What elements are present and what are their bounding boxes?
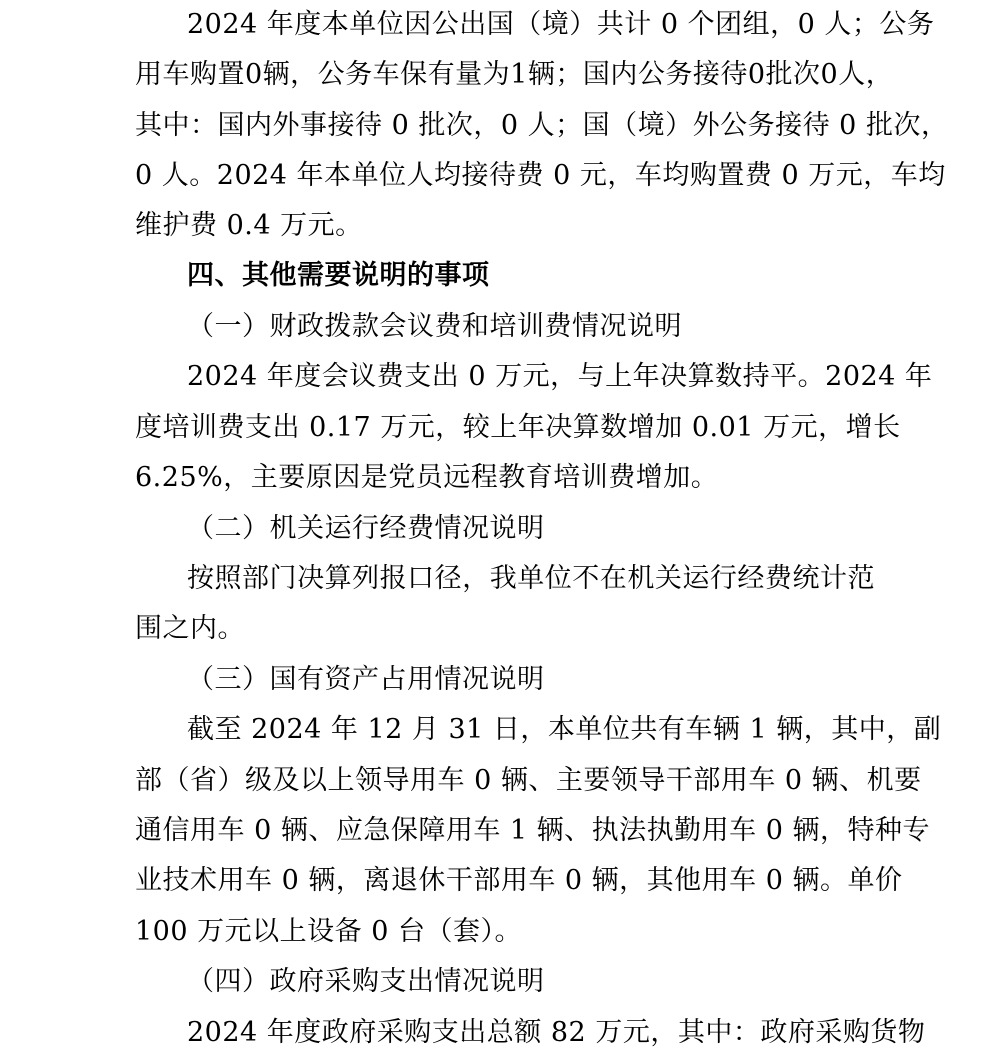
paragraph-line: 业技术用车 0 辆，离退休干部用车 0 辆，其他用车 0 辆。单价 [135,865,903,896]
subsection-heading: （二）机关运行经费情况说明 [187,513,545,544]
paragraph-line: 部（省）级及以上领导用车 0 辆、主要领导干部用车 0 辆、机要 [135,765,922,796]
paragraph-line: 0 人。2024 年本单位人均接待费 0 元，车均购置费 0 万元，车均 [135,160,946,191]
subsection-heading: （三）国有资产占用情况说明 [187,664,545,695]
paragraph-line: 用车购置0辆，公务车保有量为1辆；国内公务接待0批次0人， [135,59,894,90]
section-heading: 四、其他需要说明的事项 [187,260,490,291]
paragraph-line: 按照部门决算列报口径，我单位不在机关运行经费统计范 [187,563,875,594]
paragraph-line: 截至 2024 年 12 月 31 日，本单位共有车辆 1 辆，其中，副 [187,714,942,745]
subsection-heading: （一）财政拨款会议费和培训费情况说明 [187,311,682,342]
paragraph-line: 维护费 0.4 万元。 [135,210,363,241]
paragraph-line: 2024 年度会议费支出 0 万元，与上年决算数持平。2024 年 [187,361,933,392]
subsection-heading: （四）政府采购支出情况说明 [187,966,545,997]
paragraph-line: 100 万元以上设备 0 台（套）。 [135,916,522,947]
paragraph-line: 2024 年度本单位因公出国（境）共计 0 个团组，0 人；公务 [187,9,935,40]
paragraph-line: 度培训费支出 0.17 万元，较上年决算数增加 0.01 万元，增长 [135,412,901,443]
paragraph-line: 6.25%，主要原因是党员远程教育培训费增加。 [135,462,719,493]
paragraph-line: 2024 年度政府采购支出总额 82 万元，其中：政府采购货物 [187,1017,926,1048]
paragraph-line: 其中：国内外事接待 0 批次，0 人；国（境）外公务接待 0 批次， [135,110,949,141]
paragraph-line: 通信用车 0 辆、应急保障用车 1 辆、执法执勤用车 0 辆，特种专 [135,815,931,846]
paragraph-line: 围之内。 [135,613,245,644]
